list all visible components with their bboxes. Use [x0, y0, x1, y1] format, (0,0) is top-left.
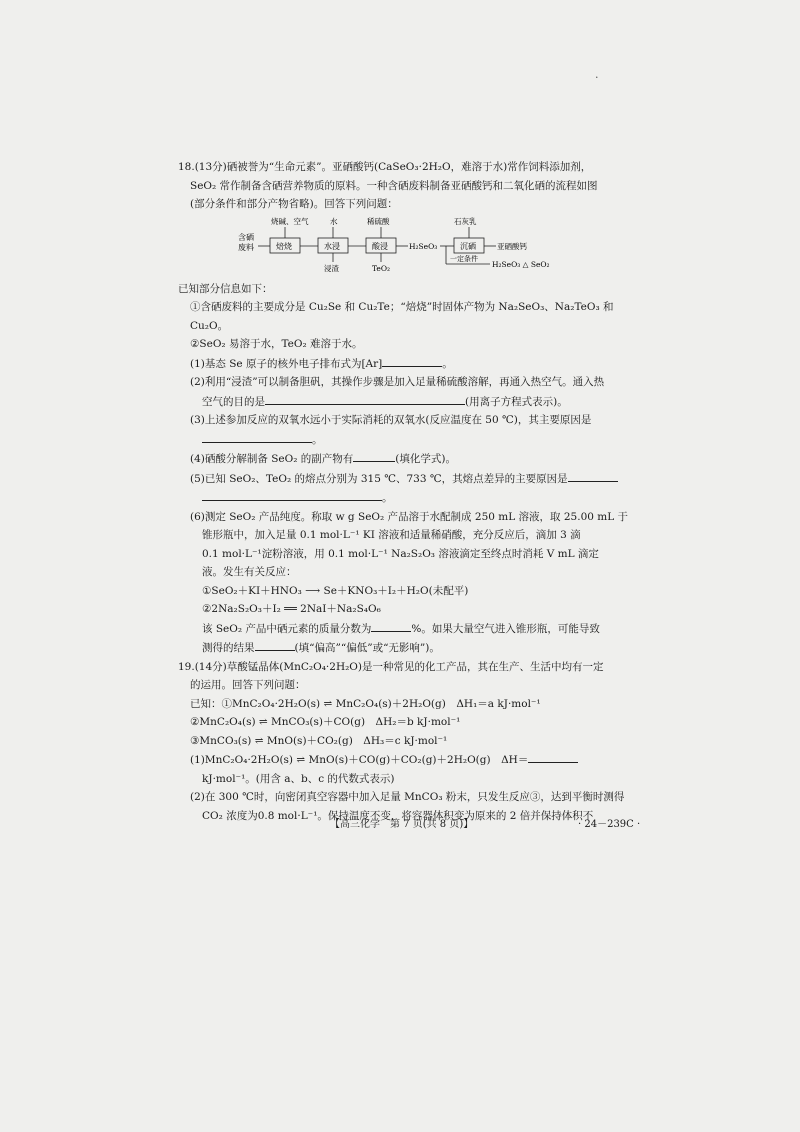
- q18-sub3b: [178, 430, 618, 450]
- flow-in3: 稀硫酸: [367, 216, 390, 226]
- q18-sub6c: 0.1 mol·L⁻¹淀粉溶液，用 0.1 mol·L⁻¹ Na₂S₂O₃ 溶液滴定至终点时消耗 V mL 滴定: [202, 547, 599, 560]
- q18-sub4-end: (填化学式)。: [395, 453, 456, 465]
- answer-blank-6b[interactable]: [255, 638, 295, 651]
- q18-sub5b: [178, 488, 618, 508]
- page-footer: 【高三化学 第 7 页(共 8 页)】: [330, 819, 474, 830]
- q18-sub6d: 液。发生有关反应：: [202, 566, 297, 578]
- q18-sub3b-end: 。: [312, 433, 323, 446]
- q19-sub2a: (2)在 300 ℃时，向密闭真空容器中加入足量 MnCO₃ 粉末，只发生反应③，达到平衡时测得: [190, 791, 625, 803]
- process-flowchart: [178, 216, 618, 276]
- flow-box1-label: 焙烧: [276, 241, 292, 251]
- flow-out2: 浸渣: [324, 263, 339, 273]
- flow-start-1: 含硒: [238, 232, 254, 242]
- q18-sub6a: (6)测定 SeO₂ 产品纯度。称取 w g SeO₂ 产品溶于水配制成 250 mL 溶液，取 25.00 mL 于: [190, 510, 629, 523]
- flow-out3: TeO₂: [372, 263, 391, 273]
- reaction-1: ①SeO₂＋KI＋HNO₃ ⟶ Se＋KNO₃＋I₂＋H₂O(未配平): [202, 584, 469, 597]
- answer-blank-5b[interactable]: [202, 488, 382, 501]
- q18-sub1-end: 。: [442, 357, 453, 370]
- answer-blank-1[interactable]: [382, 354, 442, 367]
- answer-blank-3[interactable]: [202, 430, 312, 443]
- q19-known2: ②MnC₂O₄(s) ⇌ MnCO₃(s)＋CO(g) ΔH₂＝b kJ·mol⁻¹: [190, 716, 461, 728]
- q18-sub5a: [178, 469, 618, 489]
- q18-sub3a: (3)上述参加反应的双氧水远小于实际消耗的双氧水(反应温度在 50 ℃)，其主要原因是: [190, 414, 592, 426]
- answer-blank-5a[interactable]: [568, 469, 618, 482]
- q18-sub2a: (2)利用“浸渣”可以制备胆矾，其操作步骤是加入足量稀硫酸溶解，再通入热空气。通入热: [190, 376, 605, 388]
- q18-line2: SeO₂ 常作制备含硒营养物质的原料。一种含硒废料制备亚硒酸钙和二氧化硒的流程如图: [190, 179, 598, 192]
- q18-line3: (部分条件和部分产物省略)。回答下列问题：: [190, 198, 398, 210]
- known-title: 已知部分信息如下：: [178, 282, 273, 295]
- q18-sub6f-text: 测得的结果: [202, 642, 255, 654]
- page-content: [178, 158, 629, 825]
- answer-blank-4[interactable]: [353, 449, 395, 462]
- q18-line1: 18.(13分)硒被誉为“生命元素”。亚硒酸钙(CaSeO₃·2H₂O，难溶于水)常作饲料添加剂，: [178, 161, 592, 173]
- q18-sub4-text: (4)硒酸分解制备 SeO₂ 的副产物有: [190, 453, 354, 465]
- q18-sub1: [178, 354, 618, 374]
- flow-in2: 水: [330, 216, 338, 226]
- q18-sub4: [178, 449, 618, 469]
- q19-known1: 已知：①MnC₂O₄·2H₂O(s) ⇌ MnC₂O₄(s)＋2H₂O(g) ΔH₁＝a kJ·mol⁻¹: [190, 697, 541, 710]
- q18-sub5a-text: (5)已知 SeO₂、TeO₂ 的熔点分别为 315 ℃、733 ℃，其熔点差异的主要原因是: [190, 472, 568, 485]
- answer-blank-2[interactable]: [265, 392, 465, 405]
- top-mark: .: [595, 68, 599, 81]
- q19-sub1b: kJ·mol⁻¹。(用含 a、b、c 的代数式表示): [202, 772, 395, 785]
- flow-box3-label: 酸浸: [372, 241, 388, 251]
- q18-sub2b-end: (用离子方程式表示)。: [465, 395, 568, 408]
- q18-sub6b: 锥形瓶中，加入足量 0.1 mol·L⁻¹ KI 溶液和适量稀硝酸，充分反应后，滴加 3 滴: [202, 529, 581, 541]
- flow-box2-label: 水浸: [324, 241, 340, 251]
- q18-sub2b: [178, 392, 618, 412]
- q19-line2: 的运用。回答下列问题：: [190, 679, 306, 691]
- q18-sub5b-end: 。: [382, 492, 393, 504]
- q18-sub6e: [178, 619, 618, 639]
- q19-known3: ③MnCO₃(s) ⇌ MnO(s)＋CO₂(g) ΔH₃＝c kJ·mol⁻¹: [190, 734, 448, 747]
- flow-in4: 石灰乳: [454, 216, 477, 226]
- q19-line1: 19.(14分)草酸锰晶体(MnC₂O₄·2H₂O)是一种常见的化工产品，其在生产、生活中均有一定: [178, 660, 604, 673]
- q18-sub2b-text: 空气的目的是: [202, 395, 265, 408]
- q18-sub1-text: (1)基态 Se 原子的核外电子排布式为[Ar]: [190, 357, 383, 370]
- q19-sub2b: CO₂ 浓度为0.8 mol·L⁻¹。保持温度不变，将容器体积变为原来的 2 倍并保持体积不: [202, 809, 594, 822]
- flow-in1: 烧碱、空气: [271, 216, 309, 226]
- q18-sub6e-text: 该 SeO₂ 产品中硒元素的质量分数为: [202, 622, 372, 635]
- q18-sub6e-mid: %。如果大量空气进入锥形瓶，可能导致: [411, 622, 600, 635]
- exam-code: · 24－239C ·: [578, 819, 641, 830]
- flow-start-2: 废料: [238, 242, 254, 252]
- known-1a: ①含硒废料的主要成分是 Cu₂Se 和 Cu₂Te；“焙烧”时固体产物为 Na₂SeO₃、Na₂TeO₃ 和: [190, 301, 614, 313]
- known-2: ②SeO₂ 易溶于水，TeO₂ 难溶于水。: [190, 338, 363, 350]
- q18-sub6f: [178, 638, 618, 658]
- q18-sub6f-end: (填“偏高”“偏低”或“无影响”)。: [294, 642, 440, 654]
- q19-sub1a-text: (1)MnC₂O₄·2H₂O(s) ⇌ MnO(s)＋CO(g)＋CO₂(g)＋2H₂O(g) ΔH＝: [190, 754, 529, 766]
- flow-prod1: 亚硒酸钙: [497, 241, 527, 251]
- q19-sub1a: [178, 750, 618, 770]
- answer-blank-6a[interactable]: [371, 619, 411, 632]
- flowchart-svg: [178, 216, 618, 276]
- flow-prod2: H₂SeO₃ △ SeO₂: [492, 259, 550, 269]
- flow-box4-label: 沉硒: [460, 241, 476, 251]
- flow-mid: H₂SeO₃: [409, 241, 438, 251]
- flow-cond: 一定条件: [450, 254, 478, 263]
- known-1b: Cu₂O。: [190, 319, 229, 332]
- answer-blank-19-1[interactable]: [528, 750, 578, 763]
- reaction-2: ②2Na₂S₂O₃＋I₂ ══ 2NaI＋Na₂S₄O₆: [202, 603, 381, 615]
